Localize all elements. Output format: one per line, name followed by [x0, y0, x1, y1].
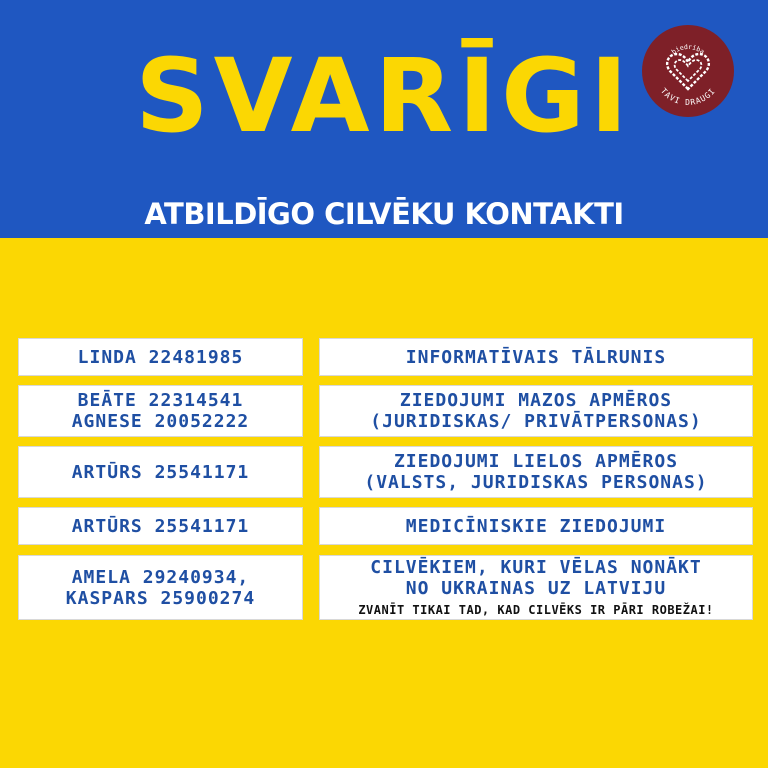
purpose-arrivals-from-ukraine: [319, 555, 753, 620]
purpose-line: MEDICĪNISKIE ZIEDOJUMI: [405, 515, 667, 537]
contact-name-line: ARTŪRS 25541171: [71, 461, 250, 483]
heart-icon: [667, 54, 709, 89]
contact-name-line: ARTŪRS 25541171: [71, 515, 250, 537]
purpose-medical-donations: [319, 507, 753, 545]
logo-graphic: [642, 25, 734, 117]
page-title: SVARĪGI: [135, 37, 633, 156]
contact-name-line: BEĀTE 22314541: [77, 390, 244, 411]
contact-name-line: AGNESE 20052222: [71, 411, 250, 432]
logo-bottom-text: TAVI DRAUGI: [658, 86, 718, 108]
contact-arturs-medical: [18, 507, 303, 545]
purpose-note: ZVANĪT TIKAI TAD, KAD CILVĒKS IR PĀRI ROBEŽAI!: [358, 603, 714, 617]
tavi-draugi-logo: [642, 25, 734, 117]
contact-name-line: KASPARS 25900274: [65, 587, 256, 609]
yellow-background: [0, 238, 768, 768]
purpose-large-donations: [319, 446, 753, 498]
logo-top-text: biedrība: [670, 42, 706, 56]
contact-name-line: AMELA 29240934,: [71, 566, 250, 588]
purpose-line: (JURIDISKAS/ PRIVĀTPERSONAS): [370, 411, 702, 432]
purpose-small-donations: [319, 385, 753, 437]
contact-arturs: [18, 446, 303, 498]
purpose-line: CILVĒKIEM, KURI VĒLAS NONĀKT: [370, 557, 702, 578]
purpose-line: ZIEDOJUMI MAZOS APMĒROS: [399, 390, 673, 411]
contact-beate-agnese: [18, 385, 303, 437]
purpose-line: NO UKRAINAS UZ LATVIJU: [405, 578, 667, 599]
contact-name-line: LINDA 22481985: [77, 346, 244, 368]
purpose-info-phone: [319, 338, 753, 376]
page-subtitle: ATBILDĪGO CILVĒKU KONTAKTI: [144, 197, 624, 231]
purpose-line: INFORMATĪVAIS TĀLRUNIS: [405, 346, 667, 368]
purpose-line: ZIEDOJUMI LIELOS APMĒROS: [393, 451, 679, 472]
contact-linda: [18, 338, 303, 376]
purpose-line: (VALSTS, JURIDISKAS PERSONAS): [364, 472, 708, 493]
contact-amela-kaspars: [18, 555, 303, 620]
